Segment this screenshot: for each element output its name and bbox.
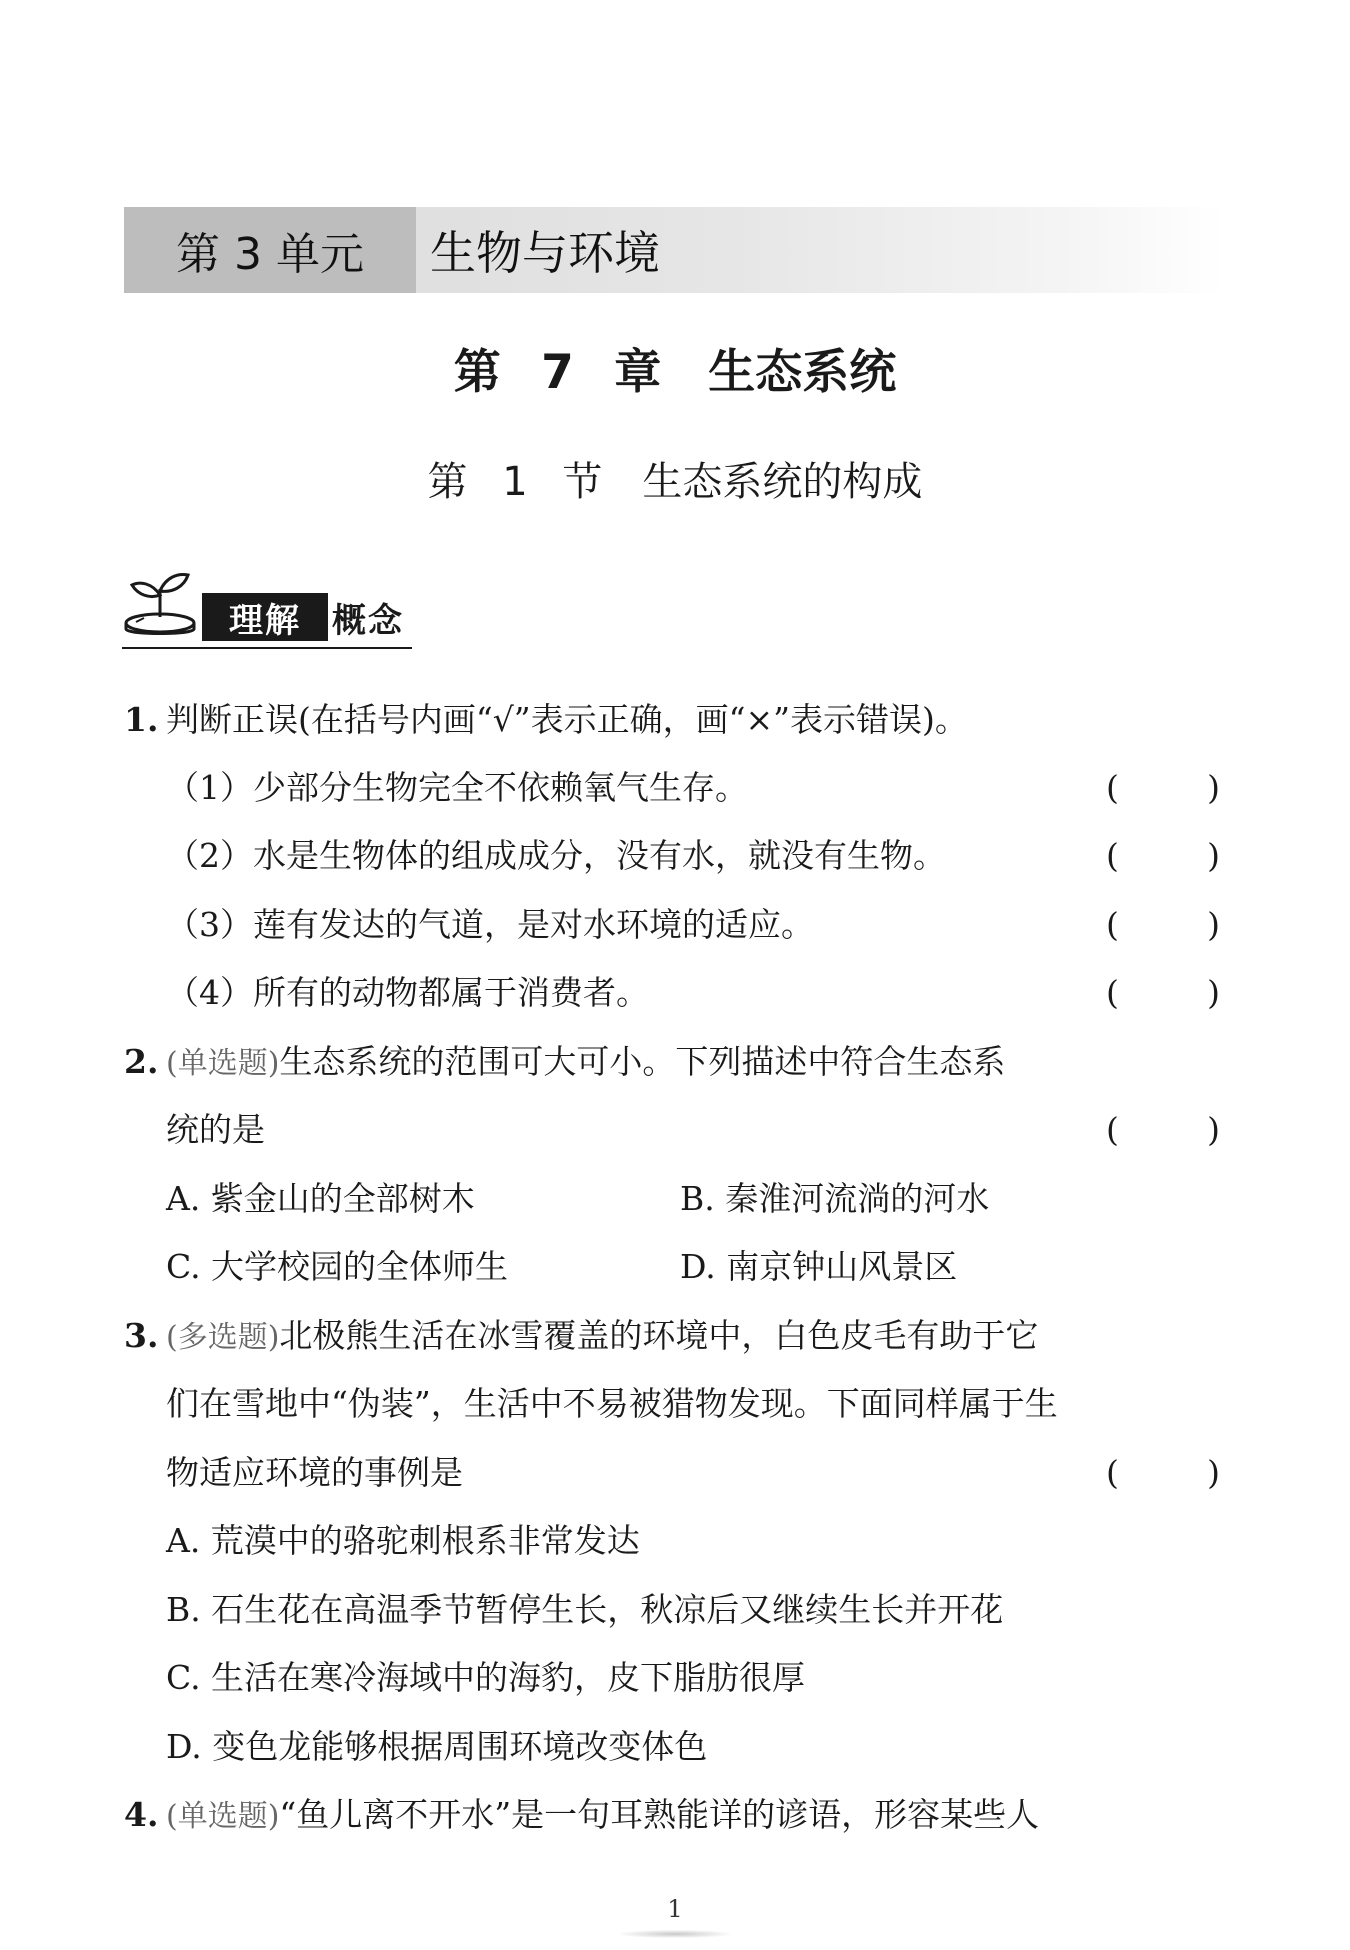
q3-option-d: D. 变色龙能够根据周围环境改变体色 <box>166 1727 708 1766</box>
q2-option-d: D. 南京钟山风景区 <box>680 1247 958 1286</box>
concept-divider <box>122 647 412 649</box>
q3-option-c: C. 生活在寒冷海域中的海豹，皮下脂肪很厚 <box>166 1658 806 1697</box>
q1-item-3: （3）莲有发达的气道，是对水环境的适应。 <box>166 905 814 944</box>
q2-option-c: C. 大学校园的全体师生 <box>166 1247 509 1286</box>
q2-stem-text: 生态系统的范围可大可小。下列描述中符合生态系 <box>279 1042 1006 1081</box>
q3-stem-line2: 们在雪地中“伪装”，生活中不易被猎物发现。下面同样属于生 <box>166 1384 1058 1423</box>
chapter-title: 第 7 章 生态系统 <box>453 345 897 400</box>
q1-item-4-answer-blank[interactable] <box>1106 971 1220 1015</box>
q3-stem-line3: 物适应环境的事例是 <box>166 1453 463 1492</box>
paren-close: ) <box>1207 973 1220 1012</box>
paren-close: ) <box>1207 1110 1220 1149</box>
q1-item-3-answer-blank[interactable] <box>1106 903 1220 947</box>
q3-answer-blank[interactable] <box>1106 1451 1220 1495</box>
q1-item-1-answer-blank[interactable] <box>1106 766 1220 810</box>
q2-number: 2. <box>124 1042 159 1081</box>
q4-type-tag: (单选题) <box>166 1799 280 1834</box>
paren-open: ( <box>1106 1110 1119 1149</box>
q1-number: 1. <box>124 700 159 739</box>
concept-highlight: 理解 <box>202 593 328 641</box>
q3-option-b: B. 石生花在高温季节暂停生长，秋凉后又继续生长并开花 <box>166 1590 1004 1629</box>
q1-stem: 判断正误(在括号内画“√”表示正确，画“×”表示错误)。 <box>166 700 968 739</box>
q2-option-a: A. 紫金山的全部树木 <box>166 1179 475 1218</box>
q4-number: 4. <box>124 1795 159 1834</box>
q4-stem-line1 <box>166 1793 1039 1839</box>
concept-header <box>122 565 422 655</box>
paren-close: ) <box>1207 836 1220 875</box>
q2-option-b: B. 秦淮河流淌的河水 <box>680 1179 990 1218</box>
paren-open: ( <box>1106 768 1119 807</box>
paren-close: ) <box>1207 768 1220 807</box>
q1-item-2: （2）水是生物体的组成成分，没有水，就没有生物。 <box>166 836 946 875</box>
concept-rest: 概念 <box>332 600 404 641</box>
section-title: 第 1 节 生态系统的构成 <box>427 459 923 505</box>
paren-open: ( <box>1106 1453 1119 1492</box>
q3-option-a: A. 荒漠中的骆驼刺根系非常发达 <box>166 1521 640 1560</box>
q2-type-tag: (单选题) <box>166 1046 280 1081</box>
q4-stem-text: “鱼儿离不开水”是一句耳熟能详的谚语，形容某些人 <box>279 1795 1040 1834</box>
q1-item-1: （1）少部分生物完全不依赖氧气生存。 <box>166 768 748 807</box>
unit-title: 生物与环境 <box>430 226 660 280</box>
q2-stem-line2: 统的是 <box>166 1110 265 1149</box>
q3-type-tag: (多选题) <box>166 1320 280 1355</box>
q3-number: 3. <box>124 1316 159 1355</box>
q2-answer-blank[interactable] <box>1106 1108 1220 1152</box>
q3-stem-text: 北极熊生活在冰雪覆盖的环境中，白色皮毛有助于它 <box>279 1316 1039 1355</box>
paren-open: ( <box>1106 905 1119 944</box>
paren-open: ( <box>1106 836 1119 875</box>
q1-item-2-answer-blank[interactable] <box>1106 834 1220 878</box>
q3-stem-line1 <box>166 1314 1038 1360</box>
paren-open: ( <box>1106 973 1119 1012</box>
page-number: 1 <box>667 1895 683 1923</box>
paren-close: ) <box>1207 1453 1220 1492</box>
q1-item-4: （4）所有的动物都属于消费者。 <box>166 973 649 1012</box>
page-number-decoration <box>620 1930 730 1938</box>
unit-label: 第 3 单元 <box>124 207 416 293</box>
paren-close: ) <box>1207 905 1220 944</box>
seedling-dish-icon <box>122 565 198 645</box>
q2-stem-line1 <box>166 1040 1005 1086</box>
